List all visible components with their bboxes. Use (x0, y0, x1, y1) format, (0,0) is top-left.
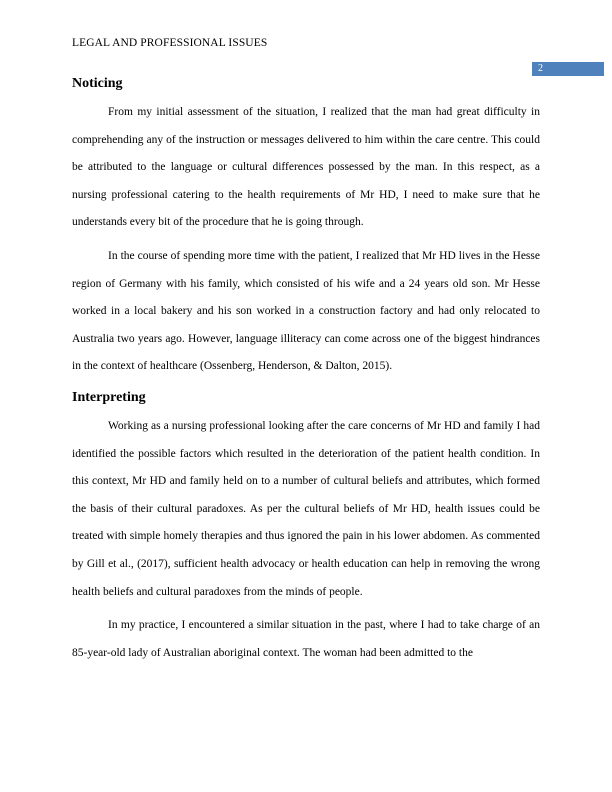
paragraph-interpreting-2: In my practice, I encountered a similar situation in the past, where I had to take charge of an 85-year-old lady of Australian aboriginal context. The woman had been admitted to the (72, 619, 540, 659)
paragraph-noticing-1: From my initial assessment of the situation, I realized that the man had great difficulty in comprehending any of the instruction or messages delivered to him within the care centre. This could be attributed to the language or cultural differences possessed by the man. In this respect, as a nursing professional catering to the health requirements of Mr HD, I need to make sure that he understands every bit of the procedure that he is going through. (72, 106, 540, 229)
section-heading-interpreting: Interpreting (72, 389, 146, 405)
page-number: 2 (532, 62, 604, 76)
document-body (72, 72, 540, 673)
paragraph-interpreting-1: Working as a nursing professional looking after the care concerns of Mr HD and family I had identified the possible factors which resulted in the deterioration of the patient health condition. In this context, Mr HD and family held on to a number of cultural beliefs and attributes, which formed the basis of their cultural paradoxes. As per the cultural beliefs of Mr HD, health issues could be treated with simple homely therapies and thus ignored the pain in his lower abdomen. As commented by Gill et al., (2017), sufficient health advocacy or health education can help in removing the wrong health beliefs and cultural paradoxes from the minds of people. (72, 419, 540, 598)
section-heading-noticing: Noticing (72, 76, 123, 91)
paragraph-noticing-2: In the course of spending more time with the patient, I realized that Mr HD lives in the Hesse region of Germany with his family, which consisted of his wife and a 24 years old son. Mr Hesse worked in a local bakery and his son worked in a construction factory and had only relocated to Australia two years ago. However, language illiteracy can come across one of the biggest hindrances in the context of healthcare (Ossenberg, Henderson, & Dalton, 2015). (72, 249, 540, 373)
running-head: LEGAL AND PROFESSIONAL ISSUES (72, 37, 268, 49)
